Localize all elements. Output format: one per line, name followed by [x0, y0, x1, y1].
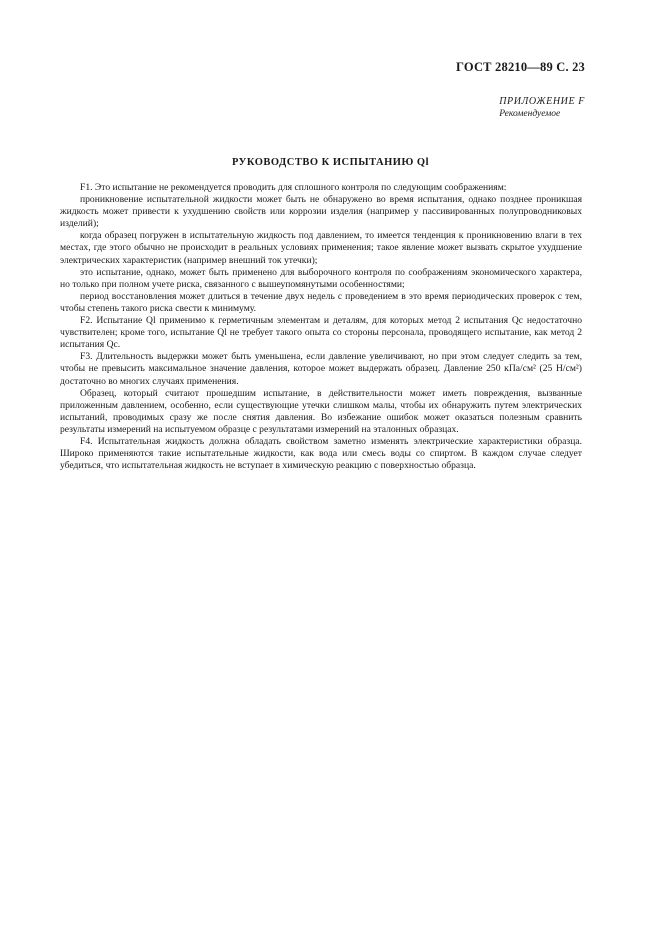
appendix-label: ПРИЛОЖЕНИЕ F — [499, 96, 585, 107]
paragraph-f3: F3. Длительность выдержки может быть уменьшена, если давление увеличивают, но при этом следует следить за тем, чтобы не превысить максимальное значение давления, которое может выдержать образец. Давление 250 кПа/см² (25 Н/см²) достаточно во многих случаях применения. — [60, 351, 582, 387]
paragraph-f2: F2. Испытание Ql применимо к герметичным элементам и деталям, для которых метод 2 испытания Qc недостаточно чувствителен; кроме того, испытание Ql не требует такого опыта со стороны персонала, проводящего испытание, как метод 2 испытания Qc. — [60, 315, 582, 351]
appendix-block — [499, 96, 585, 119]
paragraph-f4: F4. Испытательная жидкость должна обладать свойством заметно изменять электрические характеристики образца. Широко применяются такие испытательные жидкости, как вода или смесь воды со спиртом. В каждом случае следует убедиться, что испытательная жидкость не вступает в химическую реакцию с поверхностью образца. — [60, 435, 582, 472]
paragraph: когда образец погружен в испытательную жидкость под давлением, то имеется тенденция к проникновению влаги в тех местах, где этого обычно не происходит в реальных условиях применения; такое явление может вызвать скрытое ухудшение электрических характеристик (например внешний ток утечки); — [60, 230, 582, 266]
appendix-status: Рекомендуемое — [499, 109, 561, 119]
paragraph-f1: F1. Это испытание не рекомендуется проводить для сплошного контроля по следующим соображениям: — [80, 182, 507, 193]
page-header-code: ГОСТ 28210—89 С. 23 — [456, 60, 585, 74]
paragraph: проникновение испытательной жидкости может быть не обнаружено во время испытания, однако позднее проникшая жидкость может привести к ухудшению свойств или коррозии изделия (например у пассивированных полупроводниковых изделий); — [60, 194, 582, 230]
body-text — [60, 182, 582, 472]
paragraph: это испытание, однако, может быть применено для выборочного контроля по соображениям экономического характера, но только при полном учете риска, связанного с вышеупомянутыми особенностями; — [60, 266, 582, 290]
paragraph: Образец, который считают прошедшим испытание, в действительности может иметь повреждения, вызванные приложенным давлением, особенно, если существующие утечки слишком малы, чтобы их обнаружить путем электрических испытаний, проводимых сразу же после снятия давления. Во избежание ошибок может оказаться полезным сравнить результаты измерений на испытуемом образце с результатами измерений на эталонных образцах. — [60, 387, 582, 435]
section-title: РУКОВОДСТВО К ИСПЫТАНИЮ Ql — [231, 157, 430, 168]
paragraph: период восстановления может длиться в течение двух недель с проведением в это время периодических проверок с тем, чтобы степень такого риска свести к минимуму. — [60, 290, 582, 314]
